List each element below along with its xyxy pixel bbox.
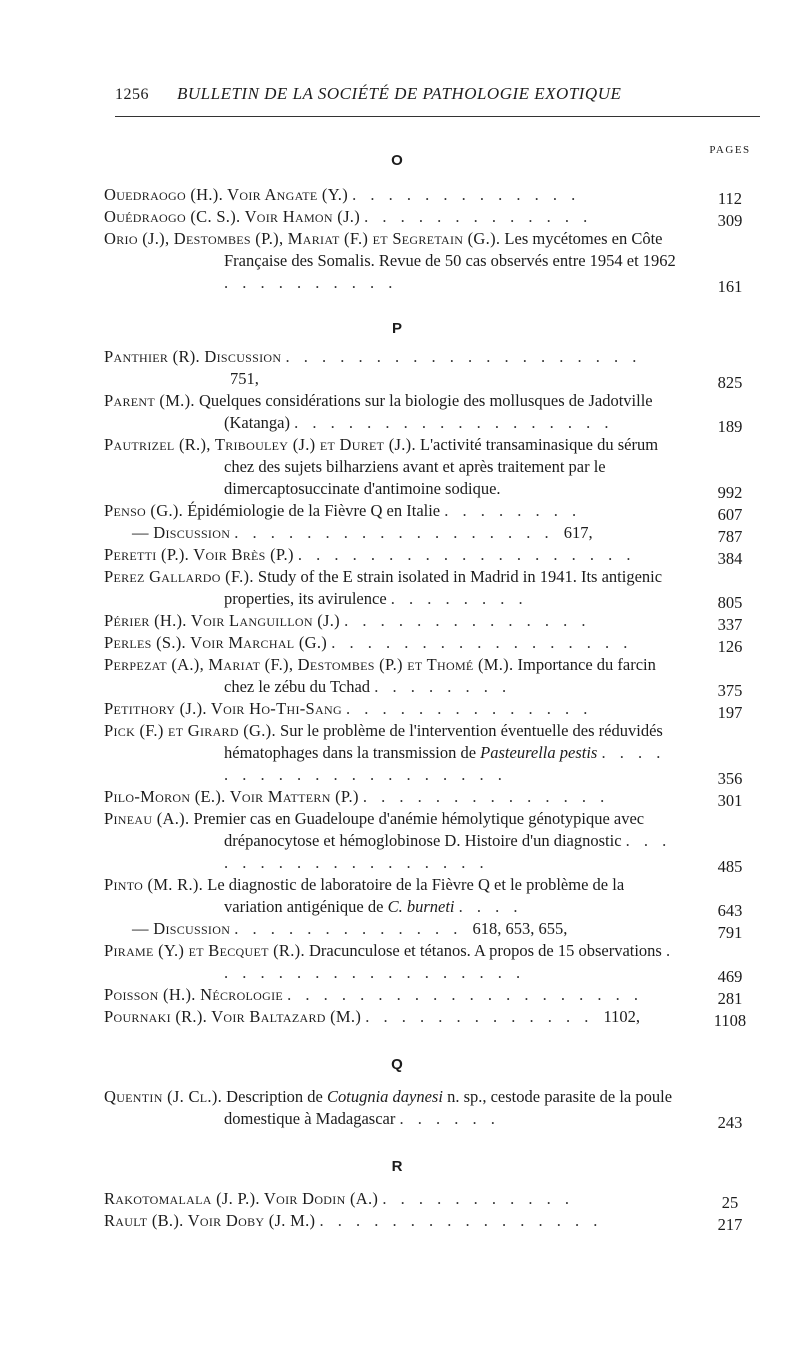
- leader-dots: . . . . . . . . . . . . . .: [346, 699, 593, 718]
- entry-refs: 618, 653, 655,: [472, 919, 568, 938]
- index-entry: [104, 698, 760, 720]
- entry-text: [104, 654, 676, 698]
- leader-dots: . . . . . . . . . . . . .: [365, 1007, 594, 1026]
- entry-text: [104, 500, 676, 522]
- leader-dots: . . . . . . . . . . . . . .: [362, 787, 610, 806]
- leader-dots: . . . . . . . . . .: [224, 273, 398, 292]
- index-entry: [104, 228, 760, 294]
- entry-authors: Perez Gallardo (F.).: [104, 567, 254, 586]
- index-entry: [104, 1086, 760, 1130]
- entry-italic: Cotugnia daynesi: [326, 1087, 443, 1106]
- index-entry: [104, 984, 760, 1006]
- entry-authors: Pick (F.) et Girard (G.).: [104, 721, 276, 740]
- entry-text: [104, 184, 676, 206]
- entry-text: [104, 1006, 676, 1028]
- entry-text: [104, 918, 676, 940]
- leader-dots: . . . . . . . . . . . . . .: [344, 611, 591, 630]
- entry-text: [104, 1086, 676, 1130]
- entry-page: 189: [717, 417, 743, 436]
- entry-authors: Pautrizel (R.), Tribouley (J.) et Duret (J.).: [104, 435, 416, 454]
- entry-page: 217: [717, 1215, 743, 1234]
- entry-text: [104, 610, 676, 632]
- entry-authors: Ouedraogo (H.). Voir Angate (Y.): [104, 185, 349, 204]
- entry-refs: 751,: [230, 369, 259, 388]
- index-entry: [104, 940, 760, 984]
- leader-dots: . . . . . . . .: [444, 501, 582, 520]
- entry-title-cont: n. sp., cestode parasite de la poule domestique à Madagascar: [224, 1087, 673, 1128]
- index-entry: [104, 544, 760, 566]
- entry-page: 25: [721, 1193, 739, 1212]
- entry-authors: Perles (S.). Voir Marchal (G.): [104, 633, 328, 652]
- entry-authors: Ouédraogo (C. S.). Voir Hamon (J.): [104, 207, 361, 226]
- entry-title: Les mycétomes en Côte Française des Somalis. Revue de 50 cas observés entre 1954 et 1962: [224, 229, 676, 270]
- leader-dots: . . . . . . . . . . . . . . . . . .: [224, 831, 672, 872]
- entry-authors: Rakotomalala (J. P.). Voir Dodin (A.): [104, 1189, 379, 1208]
- leader-dots: . . . . . . . . . . . . .: [364, 207, 593, 226]
- entry-title: Study of the E strain isolated in Madrid in 1941. Its antigenic properties, its avirulence: [224, 567, 663, 608]
- section-letter-r: R: [391, 1158, 403, 1175]
- entry-authors: Parent (M.).: [104, 391, 195, 410]
- entry-page: 825: [717, 373, 743, 392]
- entry-authors: — Discussion: [132, 523, 231, 542]
- entry-text: [104, 808, 676, 874]
- leader-dots: . . . .: [458, 897, 523, 916]
- entry-page: 787: [717, 527, 743, 546]
- header-rule: [115, 116, 760, 117]
- entry-page: 992: [717, 483, 743, 502]
- entry-text: [104, 566, 676, 610]
- section-letter-o: O: [391, 152, 403, 169]
- page-number: 1256: [115, 86, 149, 103]
- entry-authors: Pilo-Moron (E.). Voir Mattern (P.): [104, 787, 359, 806]
- entry-title: Épidémiologie de la Fièvre Q en Italie: [183, 501, 441, 520]
- index-entry: [104, 184, 760, 206]
- section-letter-p: P: [391, 320, 402, 337]
- entry-text: [104, 544, 676, 566]
- index-entry: [104, 786, 760, 808]
- entry-italic: Pasteurella pestis: [480, 743, 598, 762]
- entry-text: [104, 390, 676, 434]
- entry-authors: Pineau (A.).: [104, 809, 190, 828]
- index-entry: [104, 522, 760, 544]
- entry-page: 607: [717, 505, 743, 524]
- entry-title: Description de: [222, 1087, 327, 1106]
- leader-dots: . . . . . . . . . . . . . . . . . .: [224, 941, 676, 982]
- leader-dots: . . . . . . . . . . . . . . . . . . . .: [224, 743, 666, 784]
- entry-page: 485: [717, 857, 743, 876]
- entry-page: 384: [717, 549, 743, 568]
- entry-text: [104, 984, 676, 1006]
- index-entry: [104, 610, 760, 632]
- entry-text: [104, 874, 676, 918]
- leader-dots: . . . . . . . . . . . . . . . . .: [331, 633, 633, 652]
- entry-title: Premier cas en Guadeloupe d'anémie hémolytique génotypique avec drépanocytose et hémoglobinose D. Histoire d'un diagnostic: [189, 809, 645, 850]
- journal-title: BULLETIN DE LA SOCIÉTÉ DE PATHOLOGIE EXOTIQUE: [177, 84, 622, 103]
- entry-authors: Petithory (J.). Voir Ho-Thi-Sang: [104, 699, 342, 718]
- entry-text: [104, 434, 676, 500]
- entry-text: [104, 720, 676, 786]
- index-entry: [104, 654, 760, 698]
- entry-page: 112: [717, 189, 743, 208]
- entry-text: [104, 522, 676, 544]
- leader-dots: . . . . . . . .: [374, 677, 512, 696]
- entry-authors: Panthier (R). Discussion: [104, 347, 282, 366]
- index-entry: [104, 632, 760, 654]
- entry-page: 469: [717, 967, 743, 986]
- entry-text: [104, 786, 676, 808]
- index-entry: [104, 500, 760, 522]
- leader-dots: . . . . . . . . . . .: [382, 1189, 574, 1208]
- leader-dots: . . . . . . . . . . . . .: [352, 185, 581, 204]
- entry-refs: 1102,: [603, 1007, 641, 1026]
- entry-text: [104, 940, 676, 984]
- index-entry: [104, 1210, 760, 1232]
- index-entry: [104, 346, 760, 390]
- leader-dots: . . . . . . . . . . . . . . . . . .: [294, 413, 614, 432]
- entry-italic: C. burneti: [387, 897, 455, 916]
- entry-page: 375: [717, 681, 743, 700]
- entry-text: [104, 206, 676, 228]
- entry-text: [104, 1210, 676, 1232]
- entry-authors: Peretti (P.). Voir Brès (P.): [104, 545, 294, 564]
- entry-page: 1108: [713, 1011, 747, 1030]
- entry-authors: Perpezat (A.), Mariat (F.), Destombes (P.) et Thomé (M.).: [104, 655, 514, 674]
- entry-text: [104, 632, 676, 654]
- entry-page: 197: [717, 703, 743, 722]
- entry-text: [104, 698, 676, 720]
- index-entry: [104, 566, 760, 610]
- entry-title: Dracunculose et tétanos. A propos de 15 observations: [304, 941, 662, 960]
- entry-authors: Orio (J.), Destombes (P.), Mariat (F.) et Segretain (G.).: [104, 229, 501, 248]
- entry-page: 805: [717, 593, 743, 612]
- index-content: [104, 146, 760, 1232]
- entry-authors: Pinto (M. R.).: [104, 875, 204, 894]
- entry-authors: Poisson (H.). Nécrologie: [104, 985, 284, 1004]
- entry-page: 126: [717, 637, 743, 656]
- leader-dots: . . . . . .: [399, 1109, 500, 1128]
- leader-dots: . . . . . . . . . . . . . . . . . . . .: [285, 347, 642, 366]
- index-entry: [104, 434, 760, 500]
- entry-page: 643: [717, 901, 743, 920]
- entry-authors: — Discussion: [132, 919, 231, 938]
- index-entry: [104, 720, 760, 786]
- entry-text: [104, 228, 676, 294]
- entry-title: Importance du farcin chez le zébu du Tchad: [224, 655, 656, 696]
- leader-dots: . . . . . . . . . . . . .: [234, 919, 463, 938]
- entry-title: Le diagnostic de laboratoire de la Fièvre Q et le problème de la variation antigénique de: [203, 875, 625, 916]
- entry-authors: Pirame (Y.) et Becquet (R.).: [104, 941, 305, 960]
- entry-page: 243: [717, 1113, 743, 1132]
- entry-page: 337: [717, 615, 743, 634]
- entry-authors: Périer (H.). Voir Languillon (J.): [104, 611, 340, 630]
- entry-title: L'activité transaminasique du sérum chez des sujets bilharziens avant et après traitement par le dimercaptosuccinate d'antimoine sodique.: [224, 435, 659, 498]
- index-entry: [104, 206, 760, 228]
- entry-authors: Pournaki (R.). Voir Baltazard (M.): [104, 1007, 362, 1026]
- leader-dots: . . . . . . . . . . . . . . . .: [319, 1211, 603, 1230]
- pages-column-label: PAGES: [709, 144, 751, 156]
- entry-page: 309: [717, 211, 743, 230]
- entry-text: [104, 1188, 676, 1210]
- entry-page: 301: [717, 791, 743, 810]
- index-entry: [104, 808, 760, 874]
- entry-page: 791: [717, 923, 743, 942]
- entry-title: Quelques considérations sur la biologie des mollusques de Jadotville (Katanga): [194, 391, 653, 432]
- index-entry: [104, 1006, 760, 1028]
- entry-authors: Quentin (J. Cl.).: [104, 1087, 223, 1106]
- leader-dots: . . . . . . . . . . . . . . . . . . .: [297, 545, 636, 564]
- index-entry: [104, 1188, 760, 1210]
- entry-authors: Penso (G.).: [104, 501, 184, 520]
- entry-page: 356: [717, 769, 743, 788]
- entry-authors: Rault (B.). Voir Doby (J. M.): [104, 1211, 316, 1230]
- leader-dots: . . . . . . . .: [390, 589, 528, 608]
- running-header: [115, 84, 675, 104]
- entry-page: 161: [717, 277, 743, 296]
- leader-dots: . . . . . . . . . . . . . . . . . . . .: [287, 985, 644, 1004]
- entry-text: [104, 346, 676, 390]
- entry-page: 281: [717, 989, 743, 1008]
- leader-dots: . . . . . . . . . . . . . . . . . .: [234, 523, 554, 542]
- index-entry: [104, 918, 760, 940]
- entry-refs: 617,: [563, 523, 593, 542]
- index-entry: [104, 874, 760, 918]
- index-entry: [104, 390, 760, 434]
- entry-title: Sur le problème de l'intervention éventuelle des réduvidés hématophages dans la transmission de: [224, 721, 663, 762]
- section-letter-q: Q: [391, 1056, 403, 1073]
